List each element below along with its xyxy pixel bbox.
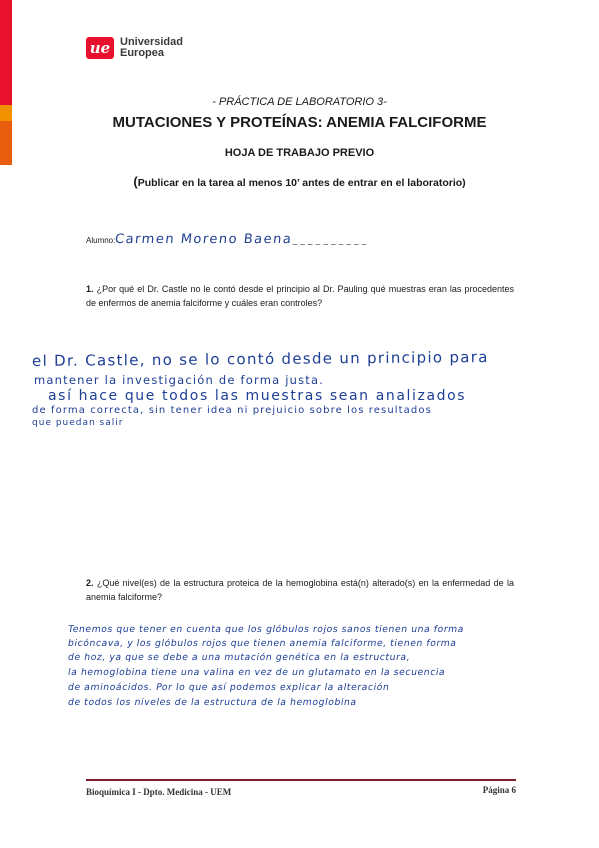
answer-line: de forma correcta, sin tener idea ni prejuicio sobre los resultados bbox=[32, 405, 432, 416]
footer-rule bbox=[86, 779, 516, 781]
footer-course: Bioquímica I - Dpto. Medicina - UEM bbox=[86, 787, 232, 797]
answer-line: de aminoácidos. Por lo que así podemos explicar la alteración bbox=[67, 682, 391, 693]
note-text: Publicar en la tarea al menos 10’ antes de entrar en el laboratorio) bbox=[137, 177, 466, 189]
question-2-text: ¿Qué nivel(es) de la estructura proteica de la hemoglobina está(n) alterado(s) en la enfermedad de la anemia falciforme? bbox=[86, 578, 514, 602]
answer-line: el Dr. Castle, no se lo contó desde un principio para bbox=[31, 348, 489, 370]
answer-line: bicóncava, y los glóbulos rojos que tienen anemia falciforme, tienen forma bbox=[67, 638, 458, 649]
question-1 bbox=[86, 282, 514, 310]
answer-line: así hace que todos las muestras sean analizados bbox=[48, 388, 467, 404]
logo-line-1: Universidad bbox=[120, 36, 183, 48]
logo-line-2: Europea bbox=[120, 47, 165, 59]
question-1-text: ¿Por qué el Dr. Castle no le contó desde el principio al Dr. Pauling qué muestras eran las procedentes de enfermos de anemia falciforme y cuáles eran controles? bbox=[86, 284, 514, 308]
university-logo bbox=[86, 34, 183, 62]
student-label: Alumno: bbox=[86, 236, 116, 245]
submission-note bbox=[0, 174, 599, 189]
logo-wordmark bbox=[120, 37, 183, 59]
student-blank-line: _ _ _ _ _ _ _ _ _ _ bbox=[292, 236, 367, 245]
ue-logo-icon: ue bbox=[86, 37, 114, 59]
brand-stripe-red bbox=[0, 0, 12, 105]
sheet-heading: HOJA DE TRABAJO PREVIO bbox=[224, 147, 375, 159]
page-number: Página 6 bbox=[482, 785, 516, 795]
practice-subtitle: - PRÁCTICA DE LABORATORIO 3- bbox=[212, 96, 387, 108]
student-name-handwritten: Carmen Moreno Baena bbox=[114, 232, 294, 247]
answer-line: de hoz, ya que se debe a una mutación genética en la estructura, bbox=[67, 652, 412, 663]
question-2-number: 2. bbox=[86, 578, 94, 588]
document-title: MUTACIONES Y PROTEÍNAS: ANEMIA FALCIFORME bbox=[112, 114, 487, 131]
student-line bbox=[86, 232, 367, 247]
answer-line: la hemoglobina tiene una valina en vez de un glutamato en la secuencia bbox=[67, 667, 447, 678]
answer-line: mantener la investigación de forma justa. bbox=[34, 373, 325, 387]
question-1-number: 1. bbox=[86, 284, 94, 294]
question-2 bbox=[86, 576, 514, 604]
note-paren: ( bbox=[133, 174, 138, 189]
answer-line: que puedan salir bbox=[32, 418, 124, 428]
answer-line: Tenemos que tener en cuenta que los glóbulos rojos sanos tienen una forma bbox=[67, 624, 465, 635]
answer-line: de todos los niveles de la estructura de la hemoglobina bbox=[67, 697, 358, 708]
